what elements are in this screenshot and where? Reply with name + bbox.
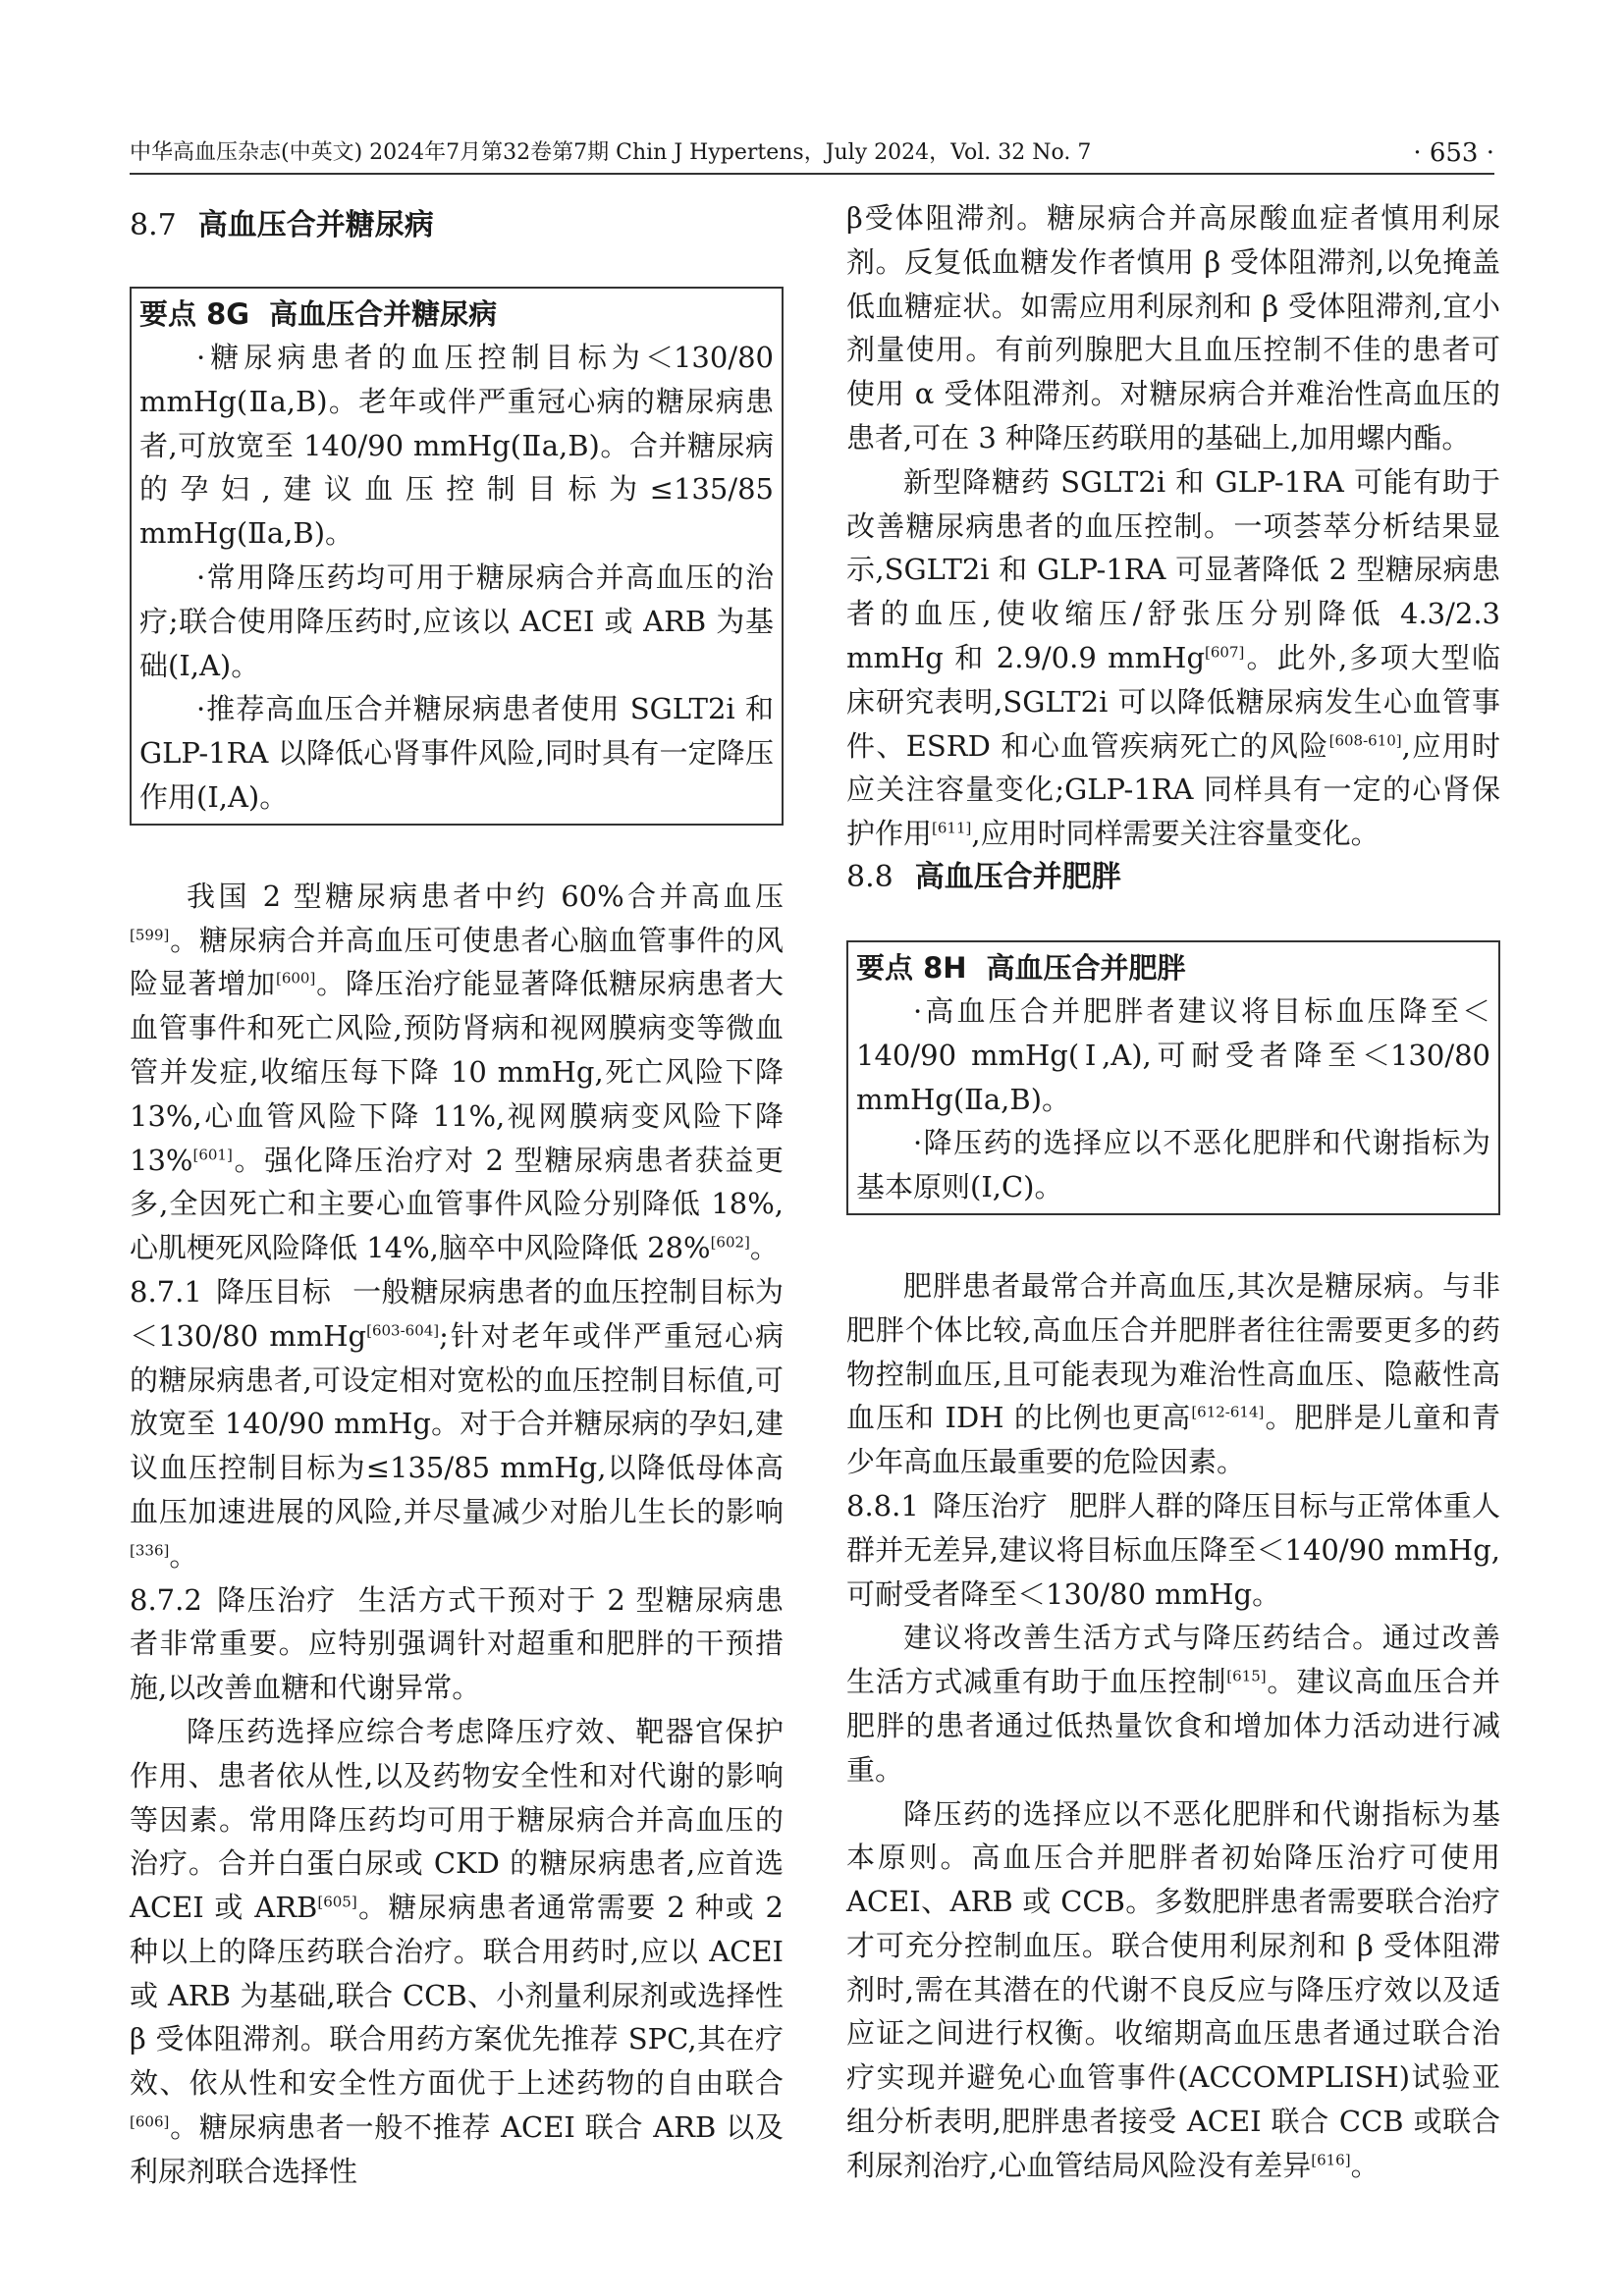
citation: [599] xyxy=(130,925,170,943)
citation: [602] xyxy=(710,1233,750,1252)
paragraph-obesity-drugs xyxy=(846,1792,1500,2188)
citation: [612-614] xyxy=(1191,1403,1265,1421)
paragraph-obesity xyxy=(846,1264,1500,1484)
section-heading-8-8 xyxy=(846,856,1500,899)
text-run: 。此外,多项大型临床研究表明,SGLT2i 可以降低糖尿病发生心血管事件、ESRD 和心血管疾病死亡的风险 xyxy=(846,640,1501,763)
section-heading-8-7 xyxy=(130,204,784,247)
key-point-3: ·推荐高血压合并糖尿病患者使用 SGLT2i 和 GLP-1RA 以降低心肾事件风险,同时具有一定降压作用(Ⅰ,A)。 xyxy=(139,692,774,814)
citation: [601] xyxy=(192,1145,233,1163)
paragraph-prevalence xyxy=(130,875,784,1270)
section-number: 8.7 xyxy=(130,208,177,242)
key-point-2: ·降压药的选择应以不恶化肥胖和代谢指标为基本原则(Ⅰ,C)。 xyxy=(856,1126,1490,1204)
text-run: 。 xyxy=(749,1231,779,1265)
key-point-1: ·糖尿病患者的血压控制目标为＜130/80 mmHg(Ⅱa,B)。老年或伴严重冠心病的糖尿病患者,可放宽至 140/90 mmHg(Ⅱa,B)。合并糖尿病的孕妇,建议血压控制目标为≤135/85 mmHg(Ⅱa,B)。 xyxy=(139,341,774,551)
text-run: 。 xyxy=(1350,2148,1380,2182)
subsection-number: 8.7.2 xyxy=(130,1582,202,1617)
text-run: 。肥胖是儿童和青少年高血压最重要的危险因素。 xyxy=(846,1401,1500,1479)
text-run: 一般糖尿病患者的血压控制目标为＜130/80 mmHg xyxy=(130,1274,784,1353)
box-heading: 高血压合并肥胖 xyxy=(986,950,1186,985)
left-column xyxy=(130,196,784,2194)
box-title xyxy=(139,293,774,336)
text-run: 。降压治疗能显著降低糖尿病患者大血管事件和死亡风险,预防肾病和视网膜病变等微血管并发症,收缩压每下降 10 mmHg,死亡风险下降 13%,心血管风险下降 11%,视网膜病变风险下降 13% xyxy=(130,967,784,1177)
text-run: 。 xyxy=(169,1538,198,1573)
key-points-box-8g xyxy=(130,287,784,826)
subsection-title: 降压目标 xyxy=(215,1274,332,1308)
subsection-8-8-1 xyxy=(846,1484,1500,1616)
section-title: 高血压合并肥胖 xyxy=(914,859,1121,894)
subsection-title: 降压治疗 xyxy=(932,1488,1049,1522)
paragraph-sglt2i xyxy=(846,460,1500,856)
key-point-1: ·高血压合并肥胖者建议将目标血压降至＜140/90 mmHg(Ⅰ,A),可耐受者降至＜130/80 mmHg(Ⅱa,B)。 xyxy=(856,993,1490,1116)
citation: [607] xyxy=(1205,643,1245,662)
paragraph-lifestyle xyxy=(846,1616,1500,1791)
text-run: 肥胖患者最常合并高血压,其次是糖尿病。与非肥胖个体比较,高血压合并肥胖者往往需要更多的药物控制血压,且可能表现为难治性高血压、隐蔽性高血压和 IDH 的比例也更高 xyxy=(846,1268,1500,1435)
text-run: ,应用时应关注容量变化;GLP-1RA 同样具有一定的心肾保护作用 xyxy=(846,728,1501,851)
box-title xyxy=(856,946,1490,989)
section-title: 高血压合并糖尿病 xyxy=(197,208,434,242)
text-run: 我国 2 型糖尿病患者中约 60%合并高血压 xyxy=(187,879,784,913)
text-run: 降压药选择应综合考虑降压疗效、靶器官保护作用、患者依从性,以及药物安全性和对代谢的影响等因素。常用降压药均可用于糖尿病合并高血压的治疗。合并白蛋白尿或 CKD 的糖尿病患者,应首选 ACEI 或 ARB xyxy=(130,1714,784,1925)
citation: [603-604] xyxy=(366,1321,440,1340)
citation: [615] xyxy=(1226,1667,1267,1685)
text-run: 。糖尿病患者一般不推荐 ACEI 联合 ARB 以及利尿剂联合选择性 xyxy=(130,2110,784,2188)
running-header xyxy=(130,133,1494,175)
text-run: 。糖尿病合并高血压可使患者心脑血管事件的风险显著增加 xyxy=(130,923,784,1001)
subsection-8-7-2 xyxy=(130,1578,784,1710)
text-run: 降压药的选择应以不恶化肥胖和代谢指标为基本原则。高血压合并肥胖者初始降压治疗可使用 ACEI、ARB 或 CCB。多数肥胖患者需要联合治疗才可充分控制血压。联合使用利尿剂和 β 受体阻滞剂时,需在其潜在的代谢不良反应与降压疗效以及适应证之间进行权衡。收缩期高血压患者通过联合治疗实现并避免心血管事件(ACCOMPLISH)试验亚组分析表明,肥胖患者接受 ACEI 联合 CCB 或联合利尿剂治疗,心血管结局风险没有差异 xyxy=(846,1796,1500,2182)
box-heading: 高血压合并糖尿病 xyxy=(269,297,498,331)
key-point-2: ·常用降压药均可用于糖尿病合并高血压的治疗;联合使用降压药时,应该以 ACEI 或 ARB 为基础(Ⅰ,A)。 xyxy=(139,560,774,682)
section-number: 8.8 xyxy=(846,859,893,894)
citation: [605] xyxy=(317,1893,357,1911)
text-run: 。建议高血压合并肥胖的患者通过低热量饮食和增加体力活动进行减重。 xyxy=(846,1665,1500,1787)
citation: [608-610] xyxy=(1328,730,1402,749)
paragraph-continued: β受体阻滞剂。糖尿病合并高尿酸血症者慎用利尿剂。反复低血糖发作者慎用 β 受体阻滞剂,以免掩盖低血糖症状。如需应用利尿剂和 β 受体阻滞剂,宜小剂量使用。有前列腺肥大且血压控制不佳的患者可使用 α 受体阻滞剂。对糖尿病合并难治性高血压的患者,可在 3 种降压药联用的基础上,加用螺内酯。 xyxy=(846,201,1500,454)
right-column xyxy=(846,196,1500,2188)
key-points-box-8h xyxy=(846,940,1500,1215)
subsection-title: 降压治疗 xyxy=(215,1582,337,1617)
text-run: ,应用时同样需要关注容量变化。 xyxy=(971,817,1380,851)
citation: [336] xyxy=(130,1541,170,1560)
subsection-number: 8.8.1 xyxy=(846,1488,919,1522)
citation: [606] xyxy=(130,2112,170,2131)
text-run: 新型降糖药 SGLT2i 和 GLP-1RA 可能有助于改善糖尿病患者的血压控制。一项荟萃分析结果显示,SGLT2i 和 GLP-1RA 可显著降低 2 型糖尿病患者的血压,使收缩压/舒张压分别降低 4.3/2.3 mmHg 和 2.9/0.9 mmHg xyxy=(846,464,1500,674)
text-run: 建议将改善生活方式与降压药结合。通过改善生活方式减重有助于血压控制 xyxy=(846,1621,1500,1699)
text-run: 生活方式干预对于 2 型糖尿病患者非常重要。应特别强调针对超重和肥胖的干预措施,以改善血糖和代谢异常。 xyxy=(130,1582,784,1705)
paragraph-drug-selection xyxy=(130,1710,784,2194)
text-run: ;针对老年或伴严重冠心病的糖尿病患者,可设定相对宽松的血压控制目标值,可放宽至 140/90 mmHg。对于合并糖尿病的孕妇,建议血压控制目标为≤135/85 mmHg,以降低母体高血压加速进展的风险,并尽量减少对胎儿生长的影响 xyxy=(130,1318,784,1528)
subsection-number: 8.7.1 xyxy=(130,1274,202,1308)
subsection-8-7-1 xyxy=(130,1270,784,1578)
journal-citation: 中华高血压杂志(中英文) 2024年7月第32卷第7期 Chin J Hypertens，July 2024，Vol. 32 No. 7 xyxy=(130,140,1092,165)
page-number: · 653 · xyxy=(1413,138,1494,168)
box-tag: 要点 8G xyxy=(139,297,250,331)
citation: [611] xyxy=(932,819,972,837)
text-run: 肥胖人群的降压目标与正常体重人群并无差异,建议将目标血压降至＜140/90 mmHg,可耐受者降至＜130/80 mmHg。 xyxy=(846,1488,1500,1611)
citation: [600] xyxy=(275,969,316,988)
text-run: 。强化降压治疗对 2 型糖尿病患者获益更多,全因死亡和主要心血管事件风险分别降低 18%,心肌梗死风险降低 14%,脑卒中风险降低 28% xyxy=(130,1143,784,1265)
text-run: 。糖尿病患者通常需要 2 种或 2 种以上的降压药联合治疗。联合用药时,应以 ACEI 或 ARB 为基础,联合 CCB、小剂量利尿剂或选择性 β 受体阻滞剂。联合用药方案优先推荐 SPC,其在疗效、依从性和安全性方面优于上述药物的自由联合 xyxy=(130,1891,784,2101)
box-tag: 要点 8H xyxy=(856,950,967,985)
citation: [616] xyxy=(1311,2151,1351,2169)
